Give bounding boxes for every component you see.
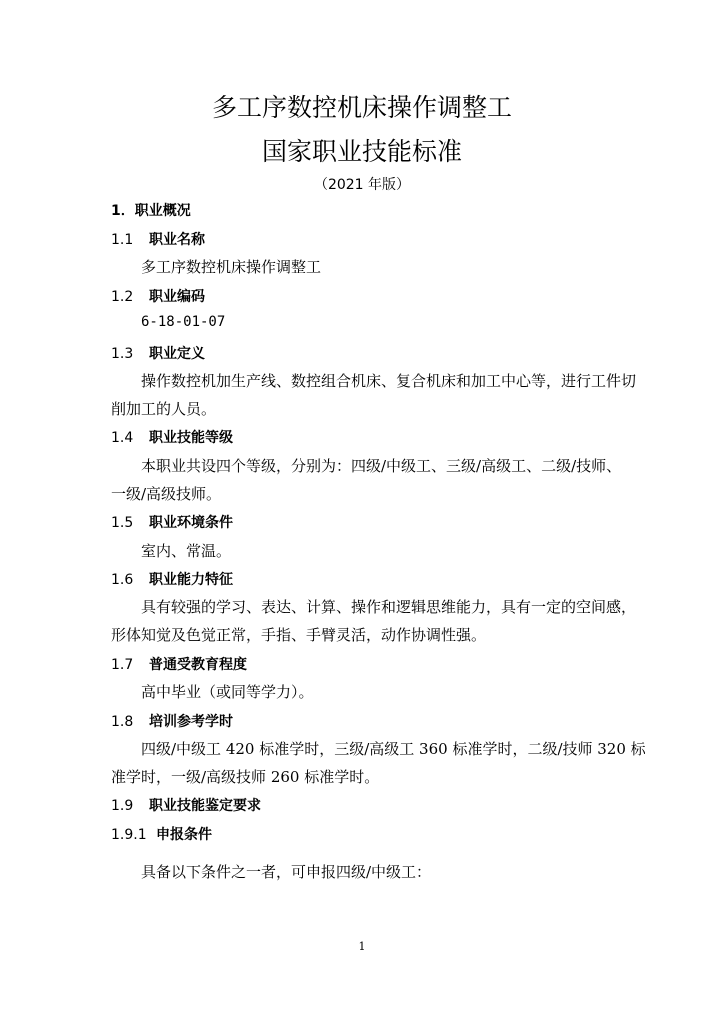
section-number: 1.7 — [111, 657, 134, 673]
paragraph-definition-line2: 削加工的人员。 — [111, 400, 217, 418]
paragraph-education: 高中毕业（或同等学力）。 — [141, 683, 314, 701]
section-number: 1.1 — [111, 232, 134, 248]
paragraph-occupation-name: 多工序数控机床操作调整工 — [141, 258, 322, 276]
section-heading-label: 职业名称 — [149, 232, 205, 248]
section-heading-1-2 — [111, 286, 205, 306]
paragraph-definition-line1: 操作数控机加生产线、数控组合机床、复合机床和加工中心等，进行工件切 — [141, 372, 637, 390]
section-heading-label: 普通受教育程度 — [149, 657, 247, 673]
section-heading-1-9-1 — [111, 824, 212, 844]
section-heading-1-7 — [111, 654, 247, 674]
section-heading-label: 职业技能鉴定要求 — [149, 798, 261, 814]
section-heading-label: 培训参考学时 — [149, 714, 233, 730]
section-heading-label: 职业定义 — [149, 346, 205, 362]
section-heading-1-3 — [111, 343, 205, 363]
section-heading-label: 职业技能等级 — [149, 430, 233, 446]
section-heading-label: 职业编码 — [149, 289, 205, 305]
section-number: 1.9 — [111, 798, 134, 814]
document-subtitle: 国家职业技能标准 — [261, 137, 462, 166]
section-heading-1-4 — [111, 427, 233, 447]
paragraph-training-hours-line1: 四级/中级工 420 标准学时，三级/高级工 360 标准学时，二级/技师 320 标 — [141, 740, 646, 758]
section-heading-1 — [111, 200, 191, 220]
section-heading-1-8 — [111, 711, 233, 731]
edition-label: （2021 年版） — [313, 177, 411, 193]
section-number: 1.6 — [111, 572, 134, 588]
paragraph-levels-line1: 本职业共设四个等级，分别为：四级/中级工、三级/高级工、二级/技师、 — [141, 457, 622, 475]
page-number: 1 — [358, 940, 366, 953]
section-number: 1.9.1 — [111, 827, 147, 843]
section-number: 1.3 — [111, 346, 134, 362]
section-heading-1-1 — [111, 229, 205, 249]
section-number: 1.8 — [111, 714, 134, 730]
section-number: 1.5 — [111, 515, 134, 531]
paragraph-ability-line1: 具有较强的学习、表达、计算、操作和逻辑思维能力，具有一定的空间感， — [141, 598, 637, 616]
section-heading-label: 职业环境条件 — [149, 515, 233, 531]
section-heading-label: 职业能力特征 — [149, 572, 233, 588]
section-number: 1.2 — [111, 289, 134, 305]
paragraph-environment: 室内、常温。 — [141, 542, 232, 560]
section-heading-1-9 — [111, 795, 261, 815]
section-heading-label: 1．职业概况 — [111, 203, 191, 219]
section-heading-1-6 — [111, 569, 233, 589]
section-heading-label: 申报条件 — [156, 827, 212, 843]
section-number: 1.4 — [111, 430, 134, 446]
paragraph-ability-line2: 形体知觉及色觉正常，手指、手臂灵活，动作协调性强。 — [111, 626, 487, 644]
paragraph-levels-line2: 一级/高级技师。 — [111, 485, 222, 503]
paragraph-application-conditions: 具备以下条件之一者，可申报四级/中级工： — [141, 863, 432, 881]
paragraph-training-hours-line2: 准学时，一级/高级技师 260 标准学时。 — [111, 768, 380, 786]
section-heading-1-5 — [111, 512, 233, 532]
paragraph-occupation-code: 6-18-01-07 — [141, 314, 226, 330]
document-title: 多工序数控机床操作调整工 — [211, 93, 512, 122]
